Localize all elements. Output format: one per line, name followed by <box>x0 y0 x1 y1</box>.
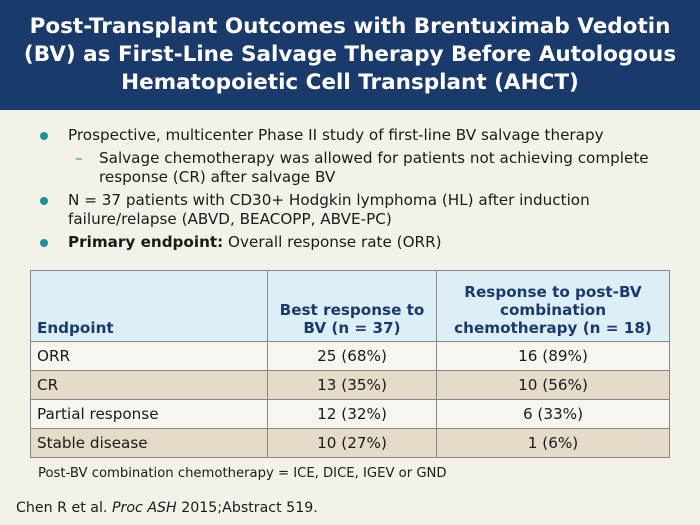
citation-details: 2015;Abstract 519. <box>176 500 318 516</box>
table-row <box>31 400 670 429</box>
bullet-text <box>68 233 442 252</box>
table-header-row <box>31 271 670 342</box>
dash-icon: – <box>75 149 83 167</box>
column-header-post-bv-response: Response to post-BV combination chemotherapy (n = 18) <box>437 271 670 342</box>
cell-post-bv-response: 10 (56%) <box>437 371 670 400</box>
cell-best-response: 10 (27%) <box>268 429 437 458</box>
bullet-dot-icon <box>40 197 48 205</box>
cell-best-response: 12 (32%) <box>268 400 437 429</box>
cell-post-bv-response: 1 (6%) <box>437 429 670 458</box>
cell-best-response: 13 (35%) <box>268 371 437 400</box>
table-row <box>31 429 670 458</box>
results-table <box>30 270 670 458</box>
bullet-rest-text: Overall response rate (ORR) <box>223 233 442 251</box>
bullet-item <box>40 126 680 145</box>
cell-endpoint: Stable disease <box>31 429 268 458</box>
table-footnote: Post-BV combination chemotherapy = ICE, DICE, IGEV or GND <box>38 466 447 481</box>
column-header-best-response: Best response to BV (n = 37) <box>268 271 437 342</box>
results-table-container <box>30 270 670 458</box>
column-header-endpoint: Endpoint <box>31 271 268 342</box>
slide-title: Post-Transplant Outcomes with Brentuximab Vedotin (BV) as First-Line Salvage Therapy Before Autologous Hematopoietic Cell Transplant (AHCT) <box>23 14 677 95</box>
title-banner <box>0 0 700 110</box>
citation <box>16 500 318 516</box>
cell-best-response: 25 (68%) <box>268 342 437 371</box>
bullet-item <box>40 191 680 229</box>
citation-authors: Chen R et al. <box>16 500 112 516</box>
bullet-dot-icon <box>40 132 48 140</box>
bullet-dot-icon <box>40 239 48 247</box>
cell-endpoint: ORR <box>31 342 268 371</box>
bullet-text: N = 37 patients with CD30+ Hodgkin lymphoma (HL) after induction failure/relapse (ABVD, BEACOPP, ABVE-PC) <box>68 191 590 228</box>
cell-post-bv-response: 16 (89%) <box>437 342 670 371</box>
bullet-item <box>40 233 680 252</box>
table-row <box>31 371 670 400</box>
bullet-list <box>40 126 680 256</box>
bullet-text: Prospective, multicenter Phase II study of first-line BV salvage therapy <box>68 126 604 144</box>
cell-post-bv-response: 6 (33%) <box>437 400 670 429</box>
bullet-bold-label: Primary endpoint: <box>68 233 224 251</box>
sub-bullet-text: Salvage chemotherapy was allowed for patients not achieving complete response (CR) after salvage BV <box>99 149 649 186</box>
sub-bullet-item <box>75 149 680 187</box>
table-row <box>31 342 670 371</box>
citation-journal: Proc ASH <box>111 500 177 516</box>
cell-endpoint: Partial response <box>31 400 268 429</box>
cell-endpoint: CR <box>31 371 268 400</box>
